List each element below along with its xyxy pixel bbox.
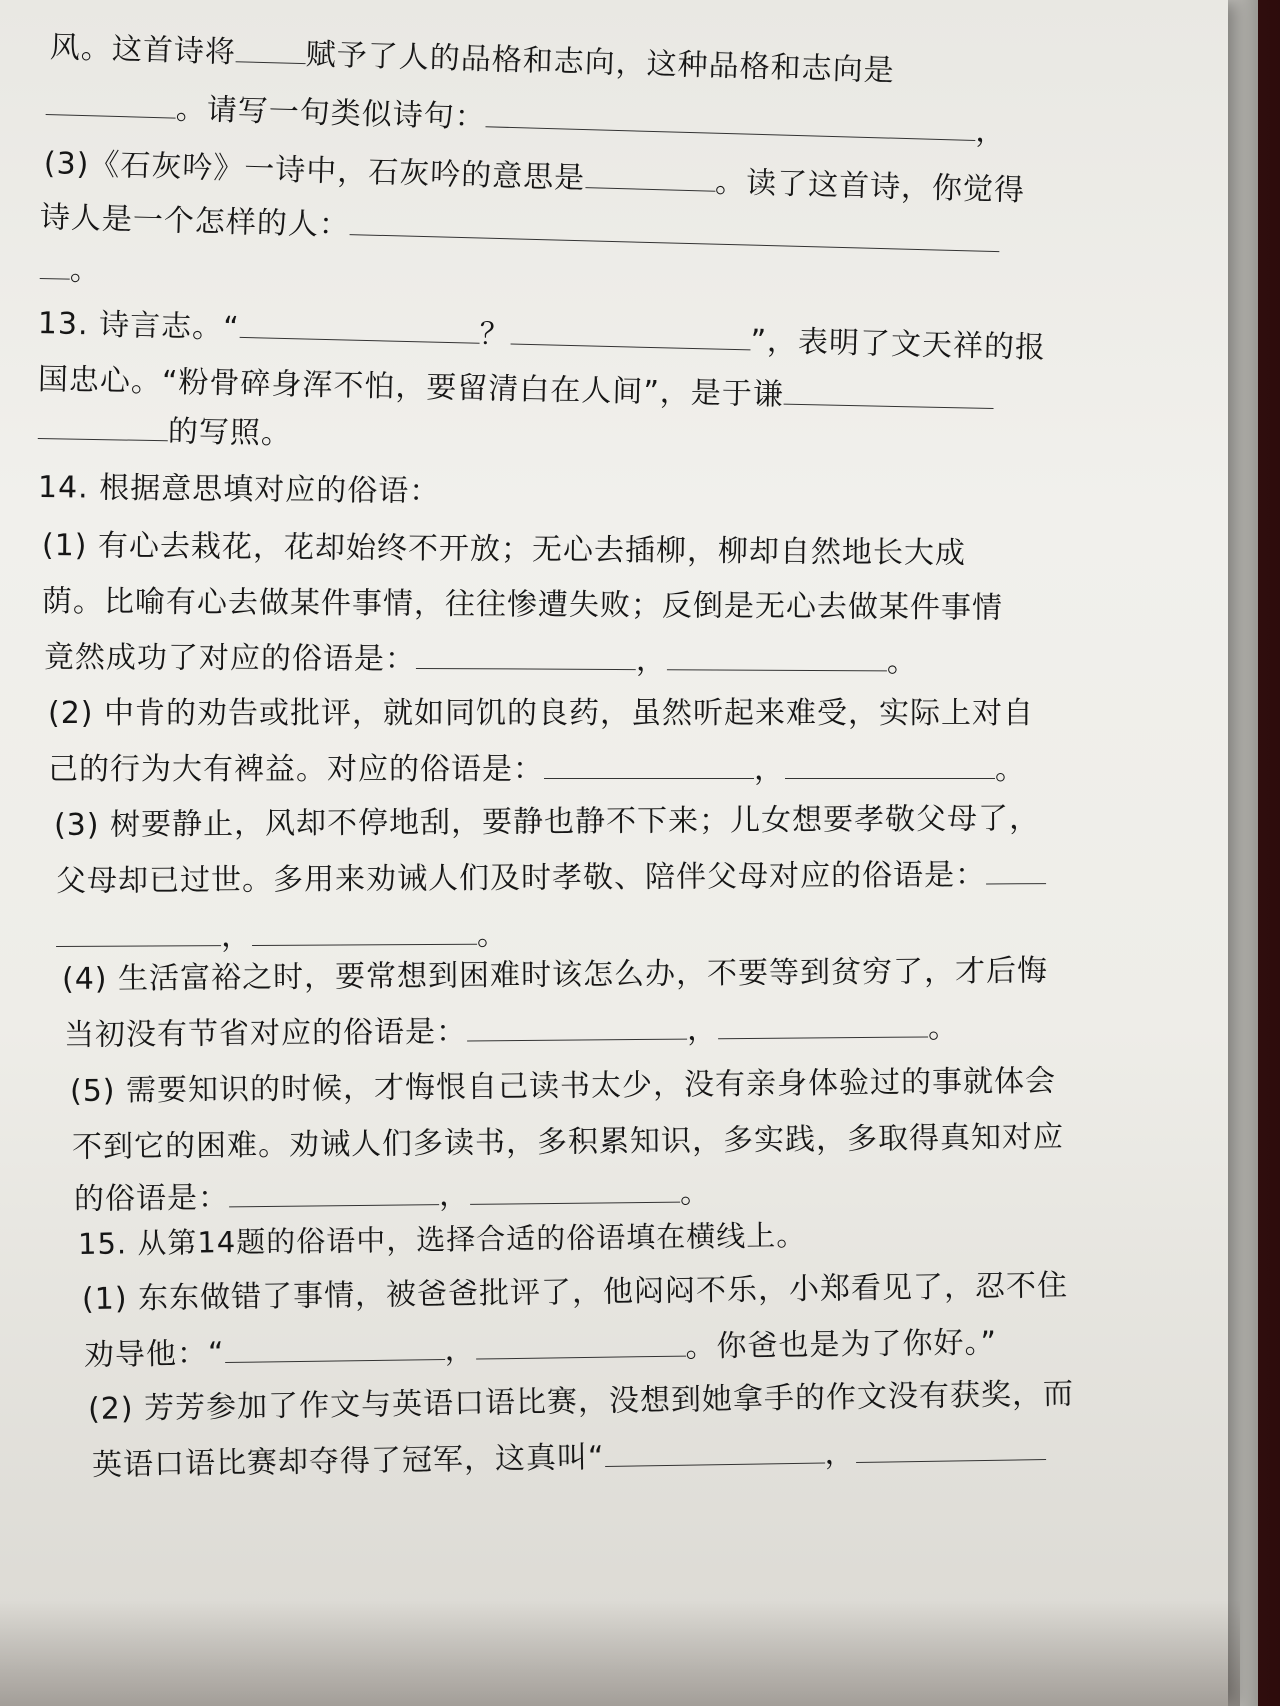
answer-blank[interactable] — [475, 1323, 685, 1360]
line-10 — [42, 520, 966, 572]
text: (2) 中肯的劝告或批评，就如同饥的良药，虽然听起来难受，实际上对自 — [48, 696, 1035, 731]
text: 15. 从第14题的俗语中，选择合适的俗语填在横线上。 — [77, 1218, 807, 1261]
line-24 — [82, 1260, 1069, 1318]
line-1 — [49, 22, 895, 90]
answer-blank[interactable] — [485, 93, 976, 141]
line-16 — [56, 849, 1046, 900]
answer-blank[interactable] — [667, 636, 887, 671]
answer-blank[interactable] — [510, 311, 751, 351]
text: ， — [824, 1436, 856, 1472]
text: 劝导他：“ — [83, 1336, 225, 1373]
text: 英语口语比赛却夺得了冠军，这真叫“ — [91, 1439, 605, 1483]
answer-blank[interactable] — [986, 850, 1046, 884]
text: ， — [635, 643, 668, 679]
text: 荫。比喻有心去做某件事情，往往惨遭失败；反倒是无心去做某件事情 — [41, 584, 1004, 626]
text: 。 — [886, 644, 919, 680]
text: ， — [754, 752, 785, 787]
shadow — [0, 1600, 1240, 1706]
answer-blank[interactable] — [239, 304, 480, 344]
line-20 — [70, 1056, 1056, 1110]
text: 。读了这首诗，你觉得 — [714, 164, 1026, 209]
paper-stack-edge — [1228, 0, 1258, 1706]
answer-blank[interactable] — [470, 1169, 680, 1205]
line-27 — [92, 1425, 1046, 1484]
line-19 — [64, 1002, 959, 1054]
line-22 — [74, 1167, 711, 1218]
answer-blank[interactable] — [229, 1171, 439, 1207]
text: 14. 根据意思填对应的俗语： — [37, 470, 441, 510]
line-2 — [45, 80, 1007, 151]
line-14 — [48, 744, 1026, 788]
answer-blank[interactable] — [416, 635, 636, 670]
text: ”，表明了文天祥的报 — [750, 323, 1047, 366]
line-25 — [84, 1317, 998, 1374]
text: 己的行为大有裨益。对应的俗语是： — [48, 752, 544, 787]
text: 国忠心。“粉骨碎身浑不怕，要留清白在人间”，是于谦 — [37, 362, 785, 413]
line-21 — [72, 1112, 1064, 1166]
answer-blank[interactable] — [56, 912, 221, 947]
answer-blank[interactable] — [604, 1429, 825, 1466]
answer-blank[interactable] — [585, 154, 716, 192]
answer-blank[interactable] — [46, 81, 177, 119]
answer-blank[interactable] — [855, 1426, 1046, 1463]
text: (2) 芳芳参加了作文与英语口语比赛，没想到她拿手的作文没有获奖，而 — [87, 1376, 1075, 1427]
line-9 — [38, 462, 441, 510]
answer-blank[interactable] — [467, 1006, 687, 1042]
text: 竟然成功了对应的俗语是： — [43, 640, 417, 677]
answer-blank[interactable] — [544, 745, 754, 779]
text: 。 — [995, 752, 1026, 787]
line-8 — [38, 404, 293, 452]
answer-blank[interactable] — [252, 911, 477, 946]
text: ， — [220, 918, 253, 955]
text: 不到它的困难。劝诫人们多读书，多积累知识，多实践，多取得真知对应 — [71, 1119, 1065, 1165]
text: ？ — [479, 316, 511, 353]
text: ， — [686, 1012, 719, 1048]
line-13 — [48, 688, 1034, 732]
line-5 — [40, 244, 102, 289]
text: 。 — [679, 1175, 712, 1211]
text: 的写照。 — [167, 414, 293, 452]
text: 父母却已过世。多用来劝诫人们及时孝敬、陪伴父母对应的俗语是： — [55, 857, 987, 899]
text: ， — [444, 1332, 476, 1368]
text: 。 — [927, 1010, 960, 1046]
text: 。 — [476, 917, 509, 953]
line-26 — [88, 1369, 1075, 1428]
answer-blank[interactable] — [784, 371, 995, 409]
text: 当初没有节省对应的俗语是： — [63, 1014, 468, 1053]
text: 风。这首诗将 — [49, 30, 237, 71]
line-15 — [54, 793, 1040, 844]
text: (3)《石灰吟》一诗中，石灰吟的意思是 — [43, 146, 586, 197]
text: ， — [438, 1177, 471, 1214]
line-11 — [42, 576, 1003, 627]
text: 。 — [69, 252, 102, 289]
text: 赋予了人的品格和志向，这种品格和志向是 — [305, 37, 896, 89]
text: 的俗语是： — [73, 1180, 230, 1217]
line-23 — [78, 1213, 807, 1263]
answer-blank[interactable] — [350, 201, 1001, 252]
answer-blank[interactable] — [40, 245, 71, 280]
answer-blank[interactable] — [38, 405, 169, 441]
text: (4) 生活富裕之时，要常想到困难时该怎么办，不要等到贫穷了，才后悔 — [61, 953, 1049, 997]
text: 诗人是一个怎样的人： — [39, 200, 351, 244]
answer-blank[interactable] — [224, 1326, 444, 1363]
text: (3) 树要静止，风却不停地刮，要静也静不下来；儿女想要孝敬父母了， — [53, 801, 1041, 843]
text: (1) 有心去栽花，花却始终不开放；无心去插柳，柳却自然地长大成 — [41, 528, 967, 572]
text: (1) 东东做错了事情，被爸爸批评了，他闷闷不乐，小郑看见了，忍不住 — [81, 1268, 1069, 1317]
answer-blank[interactable] — [785, 745, 995, 779]
text: 13. 诗言志。“ — [37, 306, 241, 346]
text: (5) 需要知识的时候，才悔恨自己读书太少，没有亲身体验过的事就体会 — [69, 1063, 1057, 1109]
text: 。请写一句类似诗句： — [175, 91, 487, 136]
text: ， — [975, 113, 1008, 150]
line-12 — [44, 632, 918, 681]
line-17 — [56, 910, 508, 956]
answer-blank[interactable] — [236, 28, 307, 64]
line-18 — [62, 945, 1048, 998]
answer-blank[interactable] — [718, 1003, 928, 1039]
text: 。你爸也是为了你好。” — [685, 1325, 998, 1365]
